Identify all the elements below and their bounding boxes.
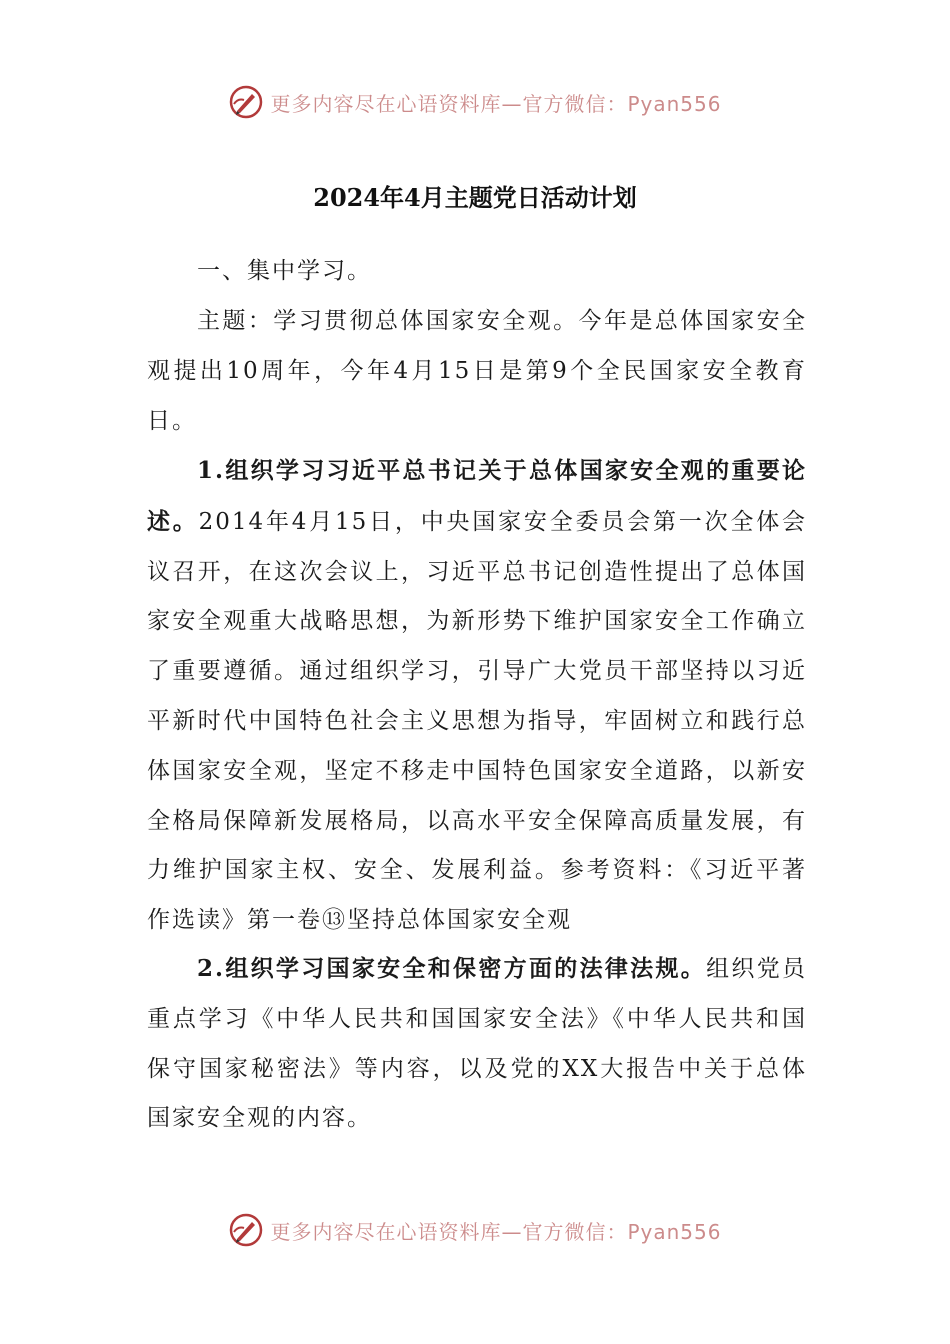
watermark-banner-top: [0, 82, 950, 122]
item2-body: 组织党员重点学习《中华人民共和国国家安全法》《中华人民共和国保守国家秘密法》等内容，以及党的XX大报告中关于总体国家安全观的内容。: [147, 956, 808, 1132]
item1-paragraph: [147, 446, 807, 946]
item2-heading: 2.组织学习国家安全和保密方面的法律法规。: [197, 955, 707, 982]
pen-logo-icon: [228, 84, 264, 120]
document-title: 2024年4月主题党日活动计划: [313, 183, 637, 212]
item2-paragraph: [147, 944, 807, 1144]
item1-body: 2014年4月15日，中央国家安全委员会第一次全体会议召开，在这次会议上，习近平总书记创造性提出了总体国家安全观重大战略思想，为新形势下维护国家安全工作确立了重要遵循。通过组织学习，引导广大党员干部坚持以习近平新时代中国特色社会主义思想为指导，牢固树立和践行总体国家安全观，坚定不移走中国特色国家安全道路，以新安全格局保障新发展格局，以高水平安全保障高质量发展，有力维护国家主权、安全、发展利益。参考资料：《习近平著作选读》第一卷⑬坚持总体国家安全观: [147, 508, 808, 934]
pen-logo-icon: [228, 1212, 264, 1248]
watermark-text: 更多内容尽在心语资料库—官方微信：Pyan556: [270, 91, 722, 116]
theme-paragraph: 主题：学习贯彻总体国家安全观。今年是总体国家安全观提出10周年，今年4月15日是第9个全民国家安全教育日。: [147, 308, 807, 434]
watermark-text: 更多内容尽在心语资料库—官方微信：Pyan556: [270, 1219, 722, 1244]
watermark-banner-bottom: [0, 1210, 950, 1250]
section-heading: 一、集中学习。: [197, 258, 372, 284]
item1-heading: 1.组织学习习近平总书记关于总体国家安全观的重要论述。: [147, 457, 807, 535]
